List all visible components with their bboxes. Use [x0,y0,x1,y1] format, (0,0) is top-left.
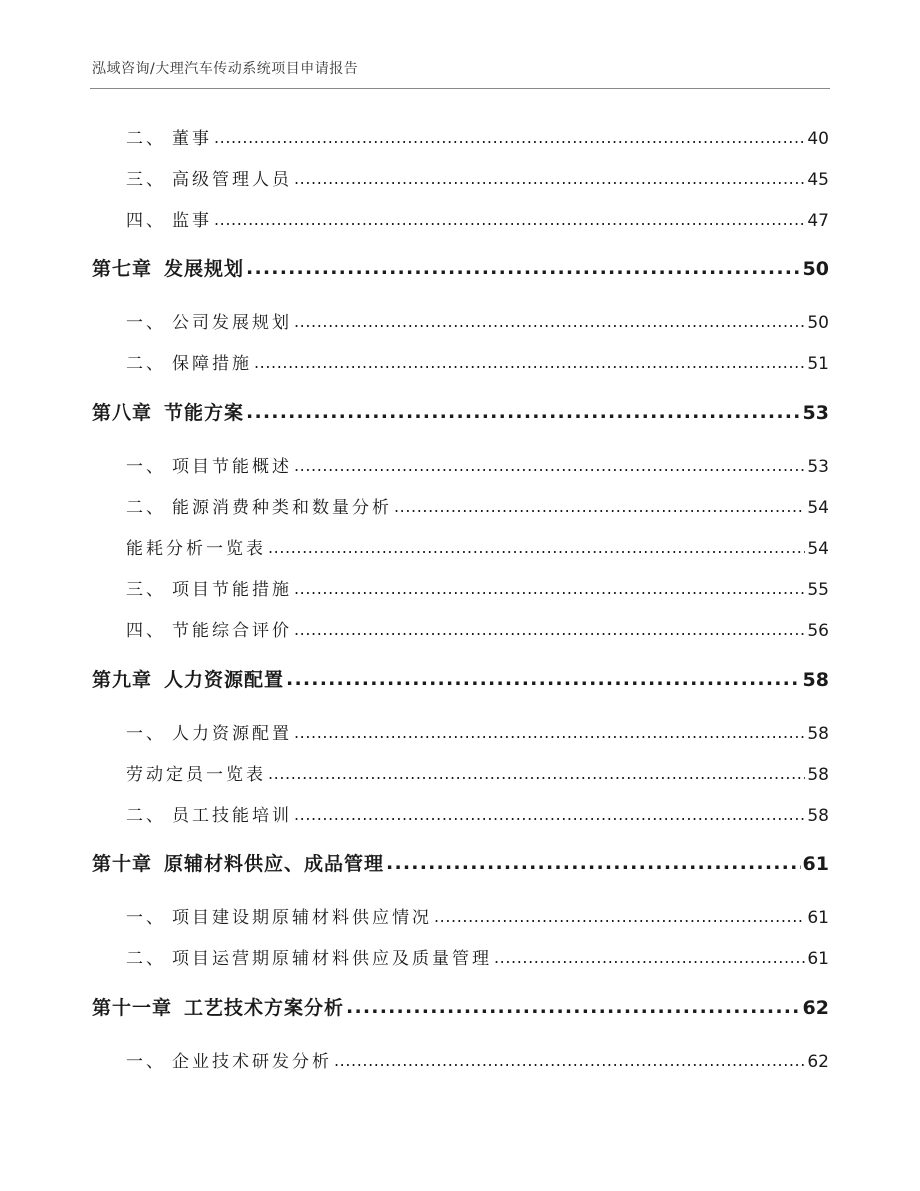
toc-chapter-entry[interactable] [92,665,829,693]
dot-leader [286,667,801,686]
dot-leader [294,311,805,328]
dot-leader [254,352,805,369]
dot-leader [294,722,805,739]
dot-leader [334,1050,805,1067]
toc-chapter-page: 58 [802,669,829,691]
toc-chapter-entry[interactable] [92,849,829,877]
toc-chapter-page: 53 [802,402,829,424]
toc-entry-page: 47 [807,211,829,231]
toc-entry-number: 二、 [126,949,166,969]
toc-entry-title: 公司发展规划 [172,313,292,333]
page-header: 泓域咨询/大理汽车传动系统项目申请报告 [92,61,359,77]
toc-entry-number: 一、 [126,724,166,744]
toc-entry-page: 55 [807,580,829,600]
toc-entry-title: 项目节能概述 [172,457,292,477]
toc-chapter-page: 62 [802,997,829,1019]
toc-entry[interactable] [92,575,829,599]
dot-leader [268,763,805,780]
dot-leader [434,906,805,923]
toc-entry[interactable] [92,124,829,148]
toc-entry-title: 保障措施 [172,354,252,374]
toc-entry-page: 58 [807,765,829,785]
toc-entry-page: 40 [807,129,829,149]
toc-chapter-entry[interactable] [92,254,829,282]
toc-entry-number: 三、 [126,580,166,600]
toc-chapter-entry[interactable] [92,398,829,426]
toc-entry-title: 董事 [172,129,212,149]
dot-leader [214,127,805,144]
toc-entry-number: 一、 [126,1052,166,1072]
toc-chapter-number: 第十章 [92,853,153,875]
toc-entry-page: 50 [807,313,829,333]
toc-entry-number: 三、 [126,170,166,190]
dot-leader [246,256,801,275]
dot-leader [394,496,805,513]
toc-entry-page: 53 [807,457,829,477]
toc-chapter-title: 工艺技术方案分析 [184,997,345,1019]
dot-leader [268,537,805,554]
toc-entry-page: 58 [807,724,829,744]
toc-entry-number: 四、 [126,211,166,231]
toc-entry-title: 员工技能培训 [172,806,292,826]
dot-leader [294,804,805,821]
dot-leader [346,995,801,1014]
toc-entry-page: 54 [807,498,829,518]
toc-entry-title: 节能综合评价 [172,621,292,641]
toc-chapter-number: 第九章 [92,669,153,691]
toc-entry-page: 56 [807,621,829,641]
toc-chapter-number: 第七章 [92,258,153,280]
toc-entry-title: 能源消费种类和数量分析 [172,498,392,518]
toc-entry[interactable] [92,801,829,825]
toc-entry[interactable] [92,616,829,640]
dot-leader [386,851,801,870]
toc-entry-number: 一、 [126,313,166,333]
toc-entry-title: 企业技术研发分析 [172,1052,332,1072]
toc-entry-number: 二、 [126,354,166,374]
toc-entry-title: 项目节能措施 [172,580,292,600]
dot-leader [246,400,801,419]
toc-chapter-entry[interactable] [92,993,829,1021]
toc-entry[interactable] [92,206,829,230]
toc-entry[interactable] [92,719,829,743]
toc-entry[interactable] [92,1047,829,1071]
toc-entry-title: 能耗分析一览表 [126,539,266,559]
toc-entry[interactable] [92,493,829,517]
toc-entry-number: 二、 [126,806,166,826]
toc-chapter-title: 原辅材料供应、成品管理 [164,853,385,875]
toc-entry-page: 62 [807,1052,829,1072]
toc-chapter-page: 50 [802,258,829,280]
toc-entry[interactable] [92,903,829,927]
dot-leader [214,209,805,226]
toc-entry-title: 监事 [172,211,212,231]
dot-leader [294,455,805,472]
toc-chapter-number: 第八章 [92,402,153,424]
toc-entry-title: 项目建设期原辅材料供应情况 [172,908,432,928]
toc-chapter-title: 人力资源配置 [164,669,285,691]
dot-leader [494,947,805,964]
toc-entry-title: 劳动定员一览表 [126,765,266,785]
toc-entry-page: 51 [807,354,829,374]
toc-entry-page: 45 [807,170,829,190]
toc-table-entry[interactable] [92,760,829,784]
toc-chapter-number: 第十一章 [92,997,173,1019]
toc-entry[interactable] [92,944,829,968]
toc-entry[interactable] [92,165,829,189]
toc-table-entry[interactable] [92,534,829,558]
toc-entry-page: 61 [807,949,829,969]
toc-entry-page: 61 [807,908,829,928]
toc-entry-number: 四、 [126,621,166,641]
toc-chapter-title: 节能方案 [164,402,245,424]
dot-leader [294,578,805,595]
toc-entry-title: 人力资源配置 [172,724,292,744]
toc-entry-title: 项目运营期原辅材料供应及质量管理 [172,949,492,969]
dot-leader [294,619,805,636]
toc-entry-number: 一、 [126,908,166,928]
toc-entry[interactable] [92,452,829,476]
toc-entry[interactable] [92,349,829,373]
toc-entry-page: 54 [807,539,829,559]
toc-chapter-page: 61 [802,853,829,875]
toc-chapter-title: 发展规划 [164,258,245,280]
dot-leader [294,168,805,185]
toc-entry-page: 58 [807,806,829,826]
toc-entry-number: 二、 [126,498,166,518]
toc-entry[interactable] [92,308,829,332]
toc-entry-number: 二、 [126,129,166,149]
toc-entry-title: 高级管理人员 [172,170,292,190]
toc-entry-number: 一、 [126,457,166,477]
